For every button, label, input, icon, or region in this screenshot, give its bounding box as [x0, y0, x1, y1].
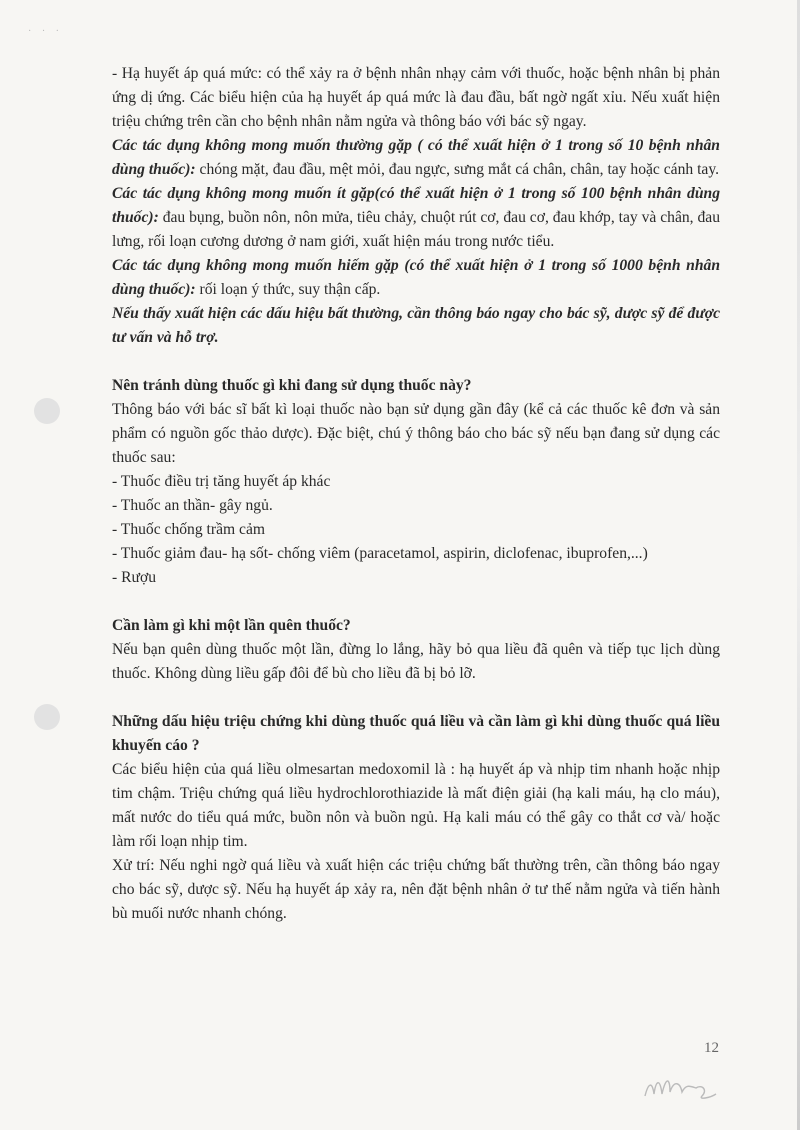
punch-hole-upper — [34, 398, 60, 424]
avoid-item: - Thuốc an thần- gây ngủ. — [112, 497, 273, 514]
page-content — [112, 62, 720, 926]
uncommon-effects-text: đau bụng, buồn nôn, nôn mửa, tiêu chảy, chuột rút cơ, đau cơ, đau khớp, tay và chân, đau lưng, rối loạn cương dương ở nam giới, xuất hiện máu trong nước tiểu. — [112, 209, 720, 250]
scan-specks: · · · — [28, 26, 63, 37]
punch-hole-lower — [34, 704, 60, 730]
avoid-item: - Thuốc giảm đau- hạ sốt- chống viêm (paracetamol, aspirin, diclofenac, ibuprofen,...) — [112, 545, 648, 562]
missed-dose-heading: Cần làm gì khi một lần quên thuốc? — [112, 617, 351, 634]
hypotension-paragraph: - Hạ huyết áp quá mức: có thể xảy ra ở bệnh nhân nhạy cảm với thuốc, hoặc bệnh nhân bị phản ứng dị ứng. Các biểu hiện của hạ huyết áp quá mức là đau đầu, bất ngờ ngất xỉu. Nếu xuất hiện triệu chứng trên cần cho bệnh nhân nằm ngửa và thông báo với bác sỹ ngay. — [112, 65, 720, 130]
avoid-item: - Thuốc điều trị tăng huyết áp khác — [112, 473, 331, 490]
rare-effects-text: rối loạn ý thức, suy thận cấp. — [195, 281, 381, 298]
overdose-symptoms: Các biểu hiện của quá liều olmesartan medoxomil là : hạ huyết áp và nhịp tim nhanh hoặc nhịp tim chậm. Triệu chứng quá liều hydrochlorothiazide là mất điện giải (hạ kali máu, hạ clo máu), mất nước do tiểu quá mức, buồn nôn và buồn ngủ. Hạ kali máu có thể gây co thắt cơ và/ hoặc làm rối loạn nhịp tim. — [112, 761, 720, 850]
common-effects-paragraph — [112, 134, 720, 182]
common-effects-text: chóng mặt, đau đầu, mệt mỏi, đau ngực, sưng mắt cá chân, chân, tay hoặc cánh tay. — [195, 161, 720, 178]
common-effects-lead: Các tác dụng không mong muốn thường gặp ( có thể xuất hiện ở 1 trong số 10 bệnh nhân dùng thuốc): — [112, 137, 720, 178]
avoid-item: - Thuốc chống trầm cảm — [112, 521, 265, 538]
uncommon-effects-lead: Các tác dụng không mong muốn ít gặp(có thể xuất hiện ở 1 trong số 100 bệnh nhân dùng thuốc): — [112, 185, 720, 226]
overdose-management: Xử trí: Nếu nghi ngờ quá liều và xuất hiện các triệu chứng bất thường trên, cần thông báo ngay cho bác sỹ, dược sỹ. Nếu hạ huyết áp xảy ra, nên đặt bệnh nhân ở tư thế nằm ngửa và tiến hành bù muối nước nhanh chóng. — [112, 857, 720, 922]
missed-dose-text: Nếu bạn quên dùng thuốc một lần, đừng lo lắng, hãy bỏ qua liều đã quên và tiếp tục lịch dùng thuốc. Không dùng liều gấp đôi để bù cho liều đã bị bỏ lỡ. — [112, 641, 720, 682]
page-number: 12 — [704, 1040, 719, 1056]
avoid-intro: Thông báo với bác sĩ bất kì loại thuốc nào bạn sử dụng gần đây (kể cả các thuốc kê đơn và sản phẩm có nguồn gốc thảo dược). Đặc biệt, chú ý thông báo cho bác sỹ nếu bạn đang sử dụng các thuốc sau: — [112, 401, 720, 466]
handwritten-initials — [640, 1066, 720, 1106]
overdose-heading: Những dấu hiệu triệu chứng khi dùng thuốc quá liều và cần làm gì khi dùng thuốc quá liều khuyến cáo ? — [112, 713, 720, 754]
uncommon-effects-paragraph — [112, 182, 720, 254]
rare-effects-lead: Các tác dụng không mong muốn hiếm gặp (có thể xuất hiện ở 1 trong số 1000 bệnh nhân dùng thuốc): — [112, 257, 720, 298]
rare-effects-paragraph — [112, 254, 720, 302]
avoid-heading: Nên tránh dùng thuốc gì khi đang sử dụng thuốc này? — [112, 377, 472, 394]
warning-paragraph: Nếu thấy xuất hiện các dấu hiệu bất thường, cần thông báo ngay cho bác sỹ, dược sỹ để được tư vấn và hỗ trợ. — [112, 305, 720, 346]
avoid-item: - Rượu — [112, 569, 156, 586]
